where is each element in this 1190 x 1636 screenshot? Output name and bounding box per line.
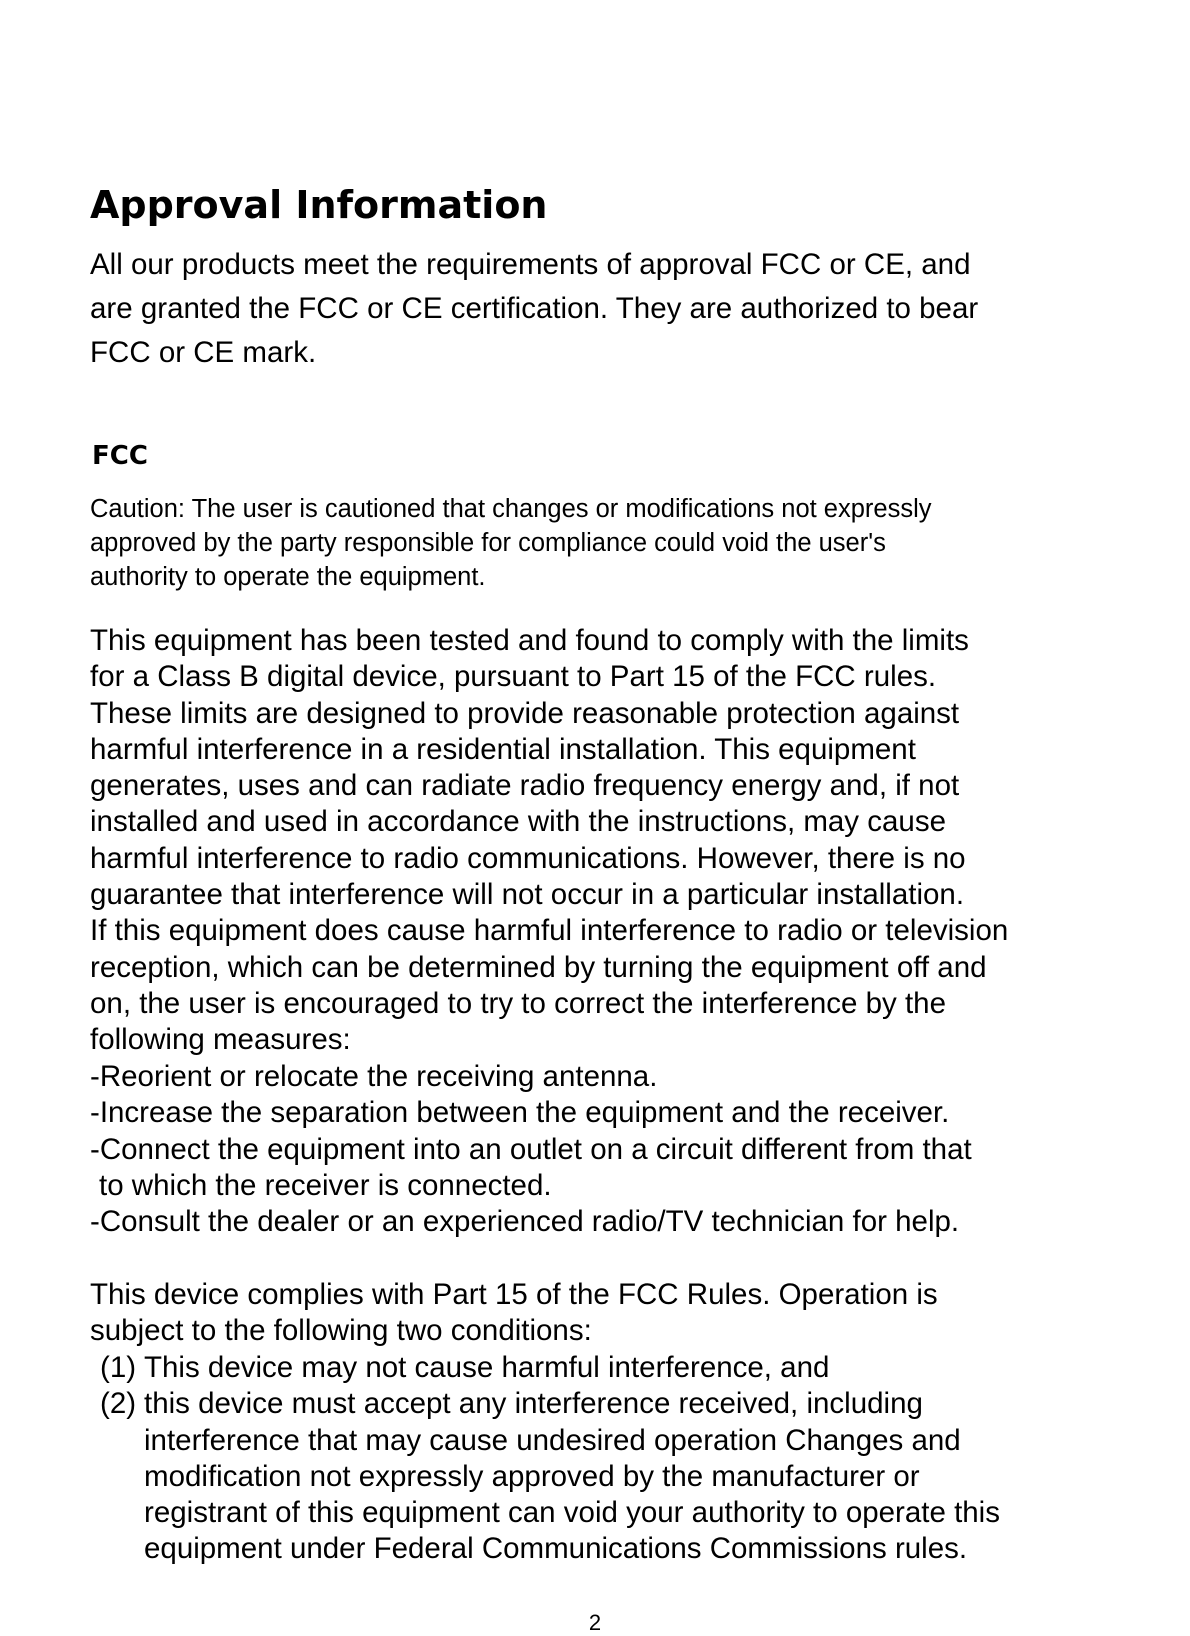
condition-number: (2)	[100, 1387, 137, 1421]
measure-item: -Connect the equipment into an outlet on a circuit different from that	[90, 1132, 972, 1166]
caution-line: approved by the party responsible for compliance could void the user's	[90, 529, 886, 557]
measure-item: -Consult the dealer or an experienced radio/TV technician for help.	[90, 1205, 960, 1239]
condition-line: modification not expressly approved by the manufacturer or	[144, 1459, 920, 1493]
measures-list	[90, 1059, 972, 1240]
body-line: generates, uses and can radiate radio frequency energy and, if not	[90, 769, 960, 803]
condition-line: registrant of this equipment can void your authority to operate this	[144, 1496, 1000, 1530]
caution-paragraph	[90, 492, 932, 594]
compliance-line: subject to the following two conditions:	[90, 1314, 592, 1348]
body-line: harmful interference in a residential installation. This equipment	[90, 732, 916, 766]
document-page	[90, 0, 1150, 1628]
page-title: Approval Information	[90, 183, 548, 227]
condition-line: this device must accept any interference received, including	[144, 1387, 923, 1421]
caution-line: Caution: The user is cautioned that changes or modifications not expressly	[90, 495, 932, 523]
condition-line: interference that may cause undesired operation Changes and	[144, 1423, 961, 1457]
compliance-line: This device complies with Part 15 of the FCC Rules. Operation is	[90, 1278, 938, 1311]
intro-paragraph	[90, 243, 978, 375]
body-line: installed and used in accordance with the instructions, may cause	[90, 805, 946, 839]
intro-line: are granted the FCC or CE certification. They are authorized to bear	[90, 292, 979, 325]
condition-item-2	[100, 1386, 1000, 1567]
caution-line: authority to operate the equipment.	[90, 563, 486, 591]
compliance-paragraph	[90, 1277, 938, 1350]
condition-line: This device may not cause harmful interference, and	[144, 1351, 830, 1384]
intro-line: All our products meet the requirements of approval FCC or CE, and	[90, 248, 971, 281]
body-line: on, the user is encouraged to try to correct the interference by the	[90, 986, 946, 1020]
body-line: following measures:	[90, 1023, 351, 1057]
measure-item: -Increase the separation between the equipment and the receiver.	[90, 1096, 950, 1130]
measure-item: -Reorient or relocate the receiving antenna.	[90, 1060, 658, 1093]
conditions-list	[100, 1350, 1000, 1568]
intro-line: FCC or CE mark.	[90, 336, 317, 369]
body-line: If this equipment does cause harmful interference to radio or television	[90, 914, 1009, 948]
condition-line: equipment under Federal Communications Commissions rules.	[144, 1532, 968, 1566]
condition-number: (1)	[100, 1351, 137, 1384]
body-line: reception, which can be determined by turning the equipment off and	[90, 950, 987, 984]
page-number: 2	[588, 1610, 602, 1635]
condition-item-1	[100, 1350, 1000, 1386]
body-line: harmful interference to radio communications. However, there is no	[90, 841, 966, 875]
body-line: for a Class B digital device, pursuant to Part 15 of the FCC rules.	[90, 660, 937, 694]
body-line: This equipment has been tested and found to comply with the limits	[90, 624, 969, 657]
body-line: These limits are designed to provide reasonable protection against	[90, 696, 960, 730]
measure-item-continuation: to which the receiver is connected.	[99, 1168, 552, 1202]
fcc-body-paragraph	[90, 623, 1008, 1059]
body-line: guarantee that interference will not occur in a particular installation.	[90, 878, 965, 912]
fcc-heading: FCC	[92, 441, 148, 471]
